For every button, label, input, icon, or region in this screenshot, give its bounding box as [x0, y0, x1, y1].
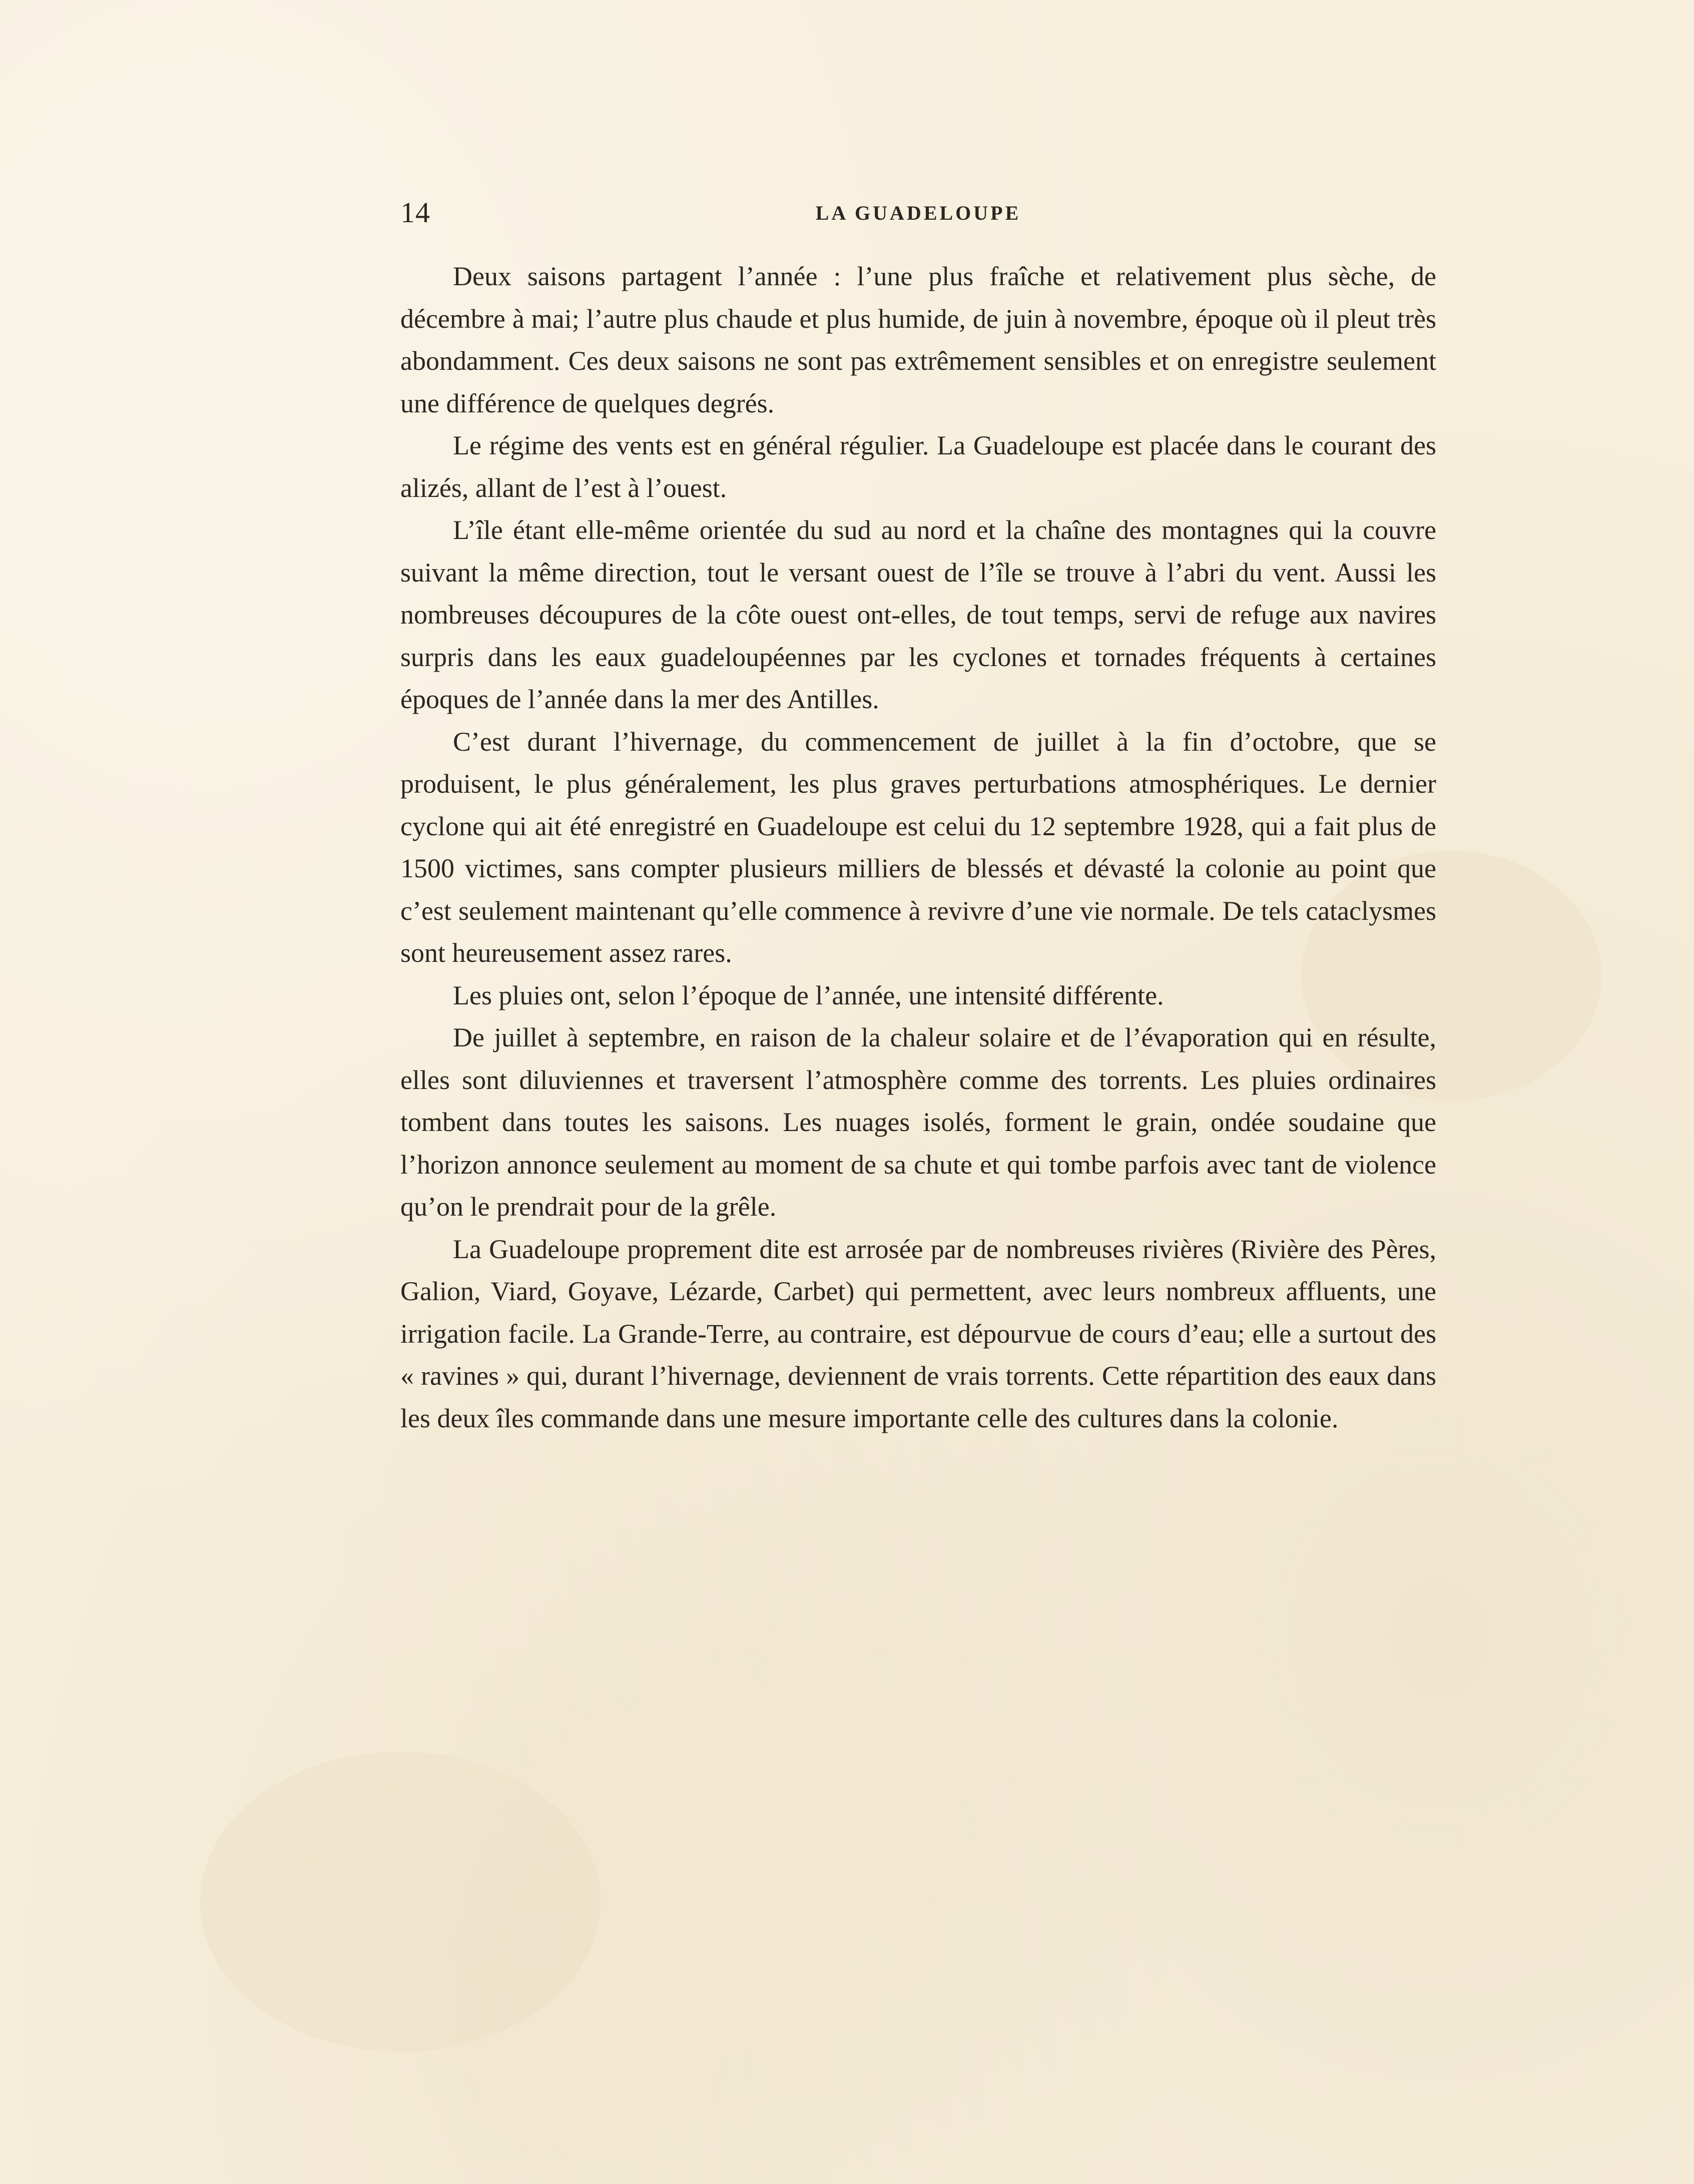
paragraph-seasons: Deux saisons partagent l’année : l’une plus fraîche et relativement plus sèche, de décembre à mai; l’autre plus chaude et plus humide, de juin à novembre, époque où il pleut très abondamment. Ces deux saisons ne sont pas extrêmement sensibles et on enregistre seulement une différence de quelques degrés. — [400, 261, 1436, 418]
paragraph-rain-seasons: De juillet à septembre, en raison de la chaleur solaire et de l’évaporation qui en résulte, elles sont diluviennes et traversent l’atmosphère comme des torrents. Les pluies ordinaires tombent dans toutes les saisons. Les nuages isolés, forment le grain, ondée soudaine que l’horizon annonce seulement au moment de sa chute et qui tombe parfois avec tant de violence qu’on le prendrait pour de la grêle. — [400, 1022, 1436, 1222]
running-title: LA GUADELOUPE — [815, 202, 1021, 224]
page-number: 14 — [400, 196, 430, 229]
paragraph-winds: Le régime des vents est en général régulier. La Guadeloupe est placée dans le courant des alizés, allant de l’est à l’ouest. — [400, 430, 1436, 503]
paragraph-rivers: La Guadeloupe proprement dite est arrosée par de nombreuses rivières (Rivière des Pères, Galion, Viard, Goyave, Lézarde, Carbet) qui permettent, avec leurs nombreux affluents, une irrigation facile. La Grande-Terre, au contraire, est dépourvue de cours d’eau; elle a surtout des « ravines » qui, durant l’hivernage, deviennent de vrais torrents. Cette répartition des eaux dans les deux îles commande dans une mesure importante celle des cultures dans la colonie. — [400, 1234, 1436, 1433]
paragraph-island-orientation: L’île étant elle-même orientée du sud au nord et la chaîne des montagnes qui la couvre suivant la même direction, tout le versant ouest de l’île se trouve à l’abri du vent. Aussi les nombreuses découpures de la côte ouest ont-elles, de tout temps, servi de refuge aux navires surpris dans les eaux guadeloupéennes par les cyclones et tornades fréquents à certaines époques de l’année dans la mer des Antilles. — [400, 515, 1436, 714]
body-text — [400, 255, 1436, 1439]
paragraph-hivernage: C’est durant l’hivernage, du commencement de juillet à la fin d’octobre, que se produisent, le plus généralement, les plus graves perturbations atmosphériques. Le dernier cyclone qui ait été enregistré en Guadeloupe est celui du 12 septembre 1928, qui a fait plus de 1500 victimes, sans compter plusieurs milliers de blessés et dévasté la colonie au point que c’est seulement maintenant qu’elle commence à revivre d’une vie normale. De tels cataclysmes sont heureusement assez rares. — [400, 726, 1436, 968]
paper-stain — [200, 1752, 601, 2052]
paragraph-rain-intensity: Les pluies ont, selon l’époque de l’année, une intensité différente. — [453, 980, 1164, 1010]
page-header — [400, 195, 1436, 230]
